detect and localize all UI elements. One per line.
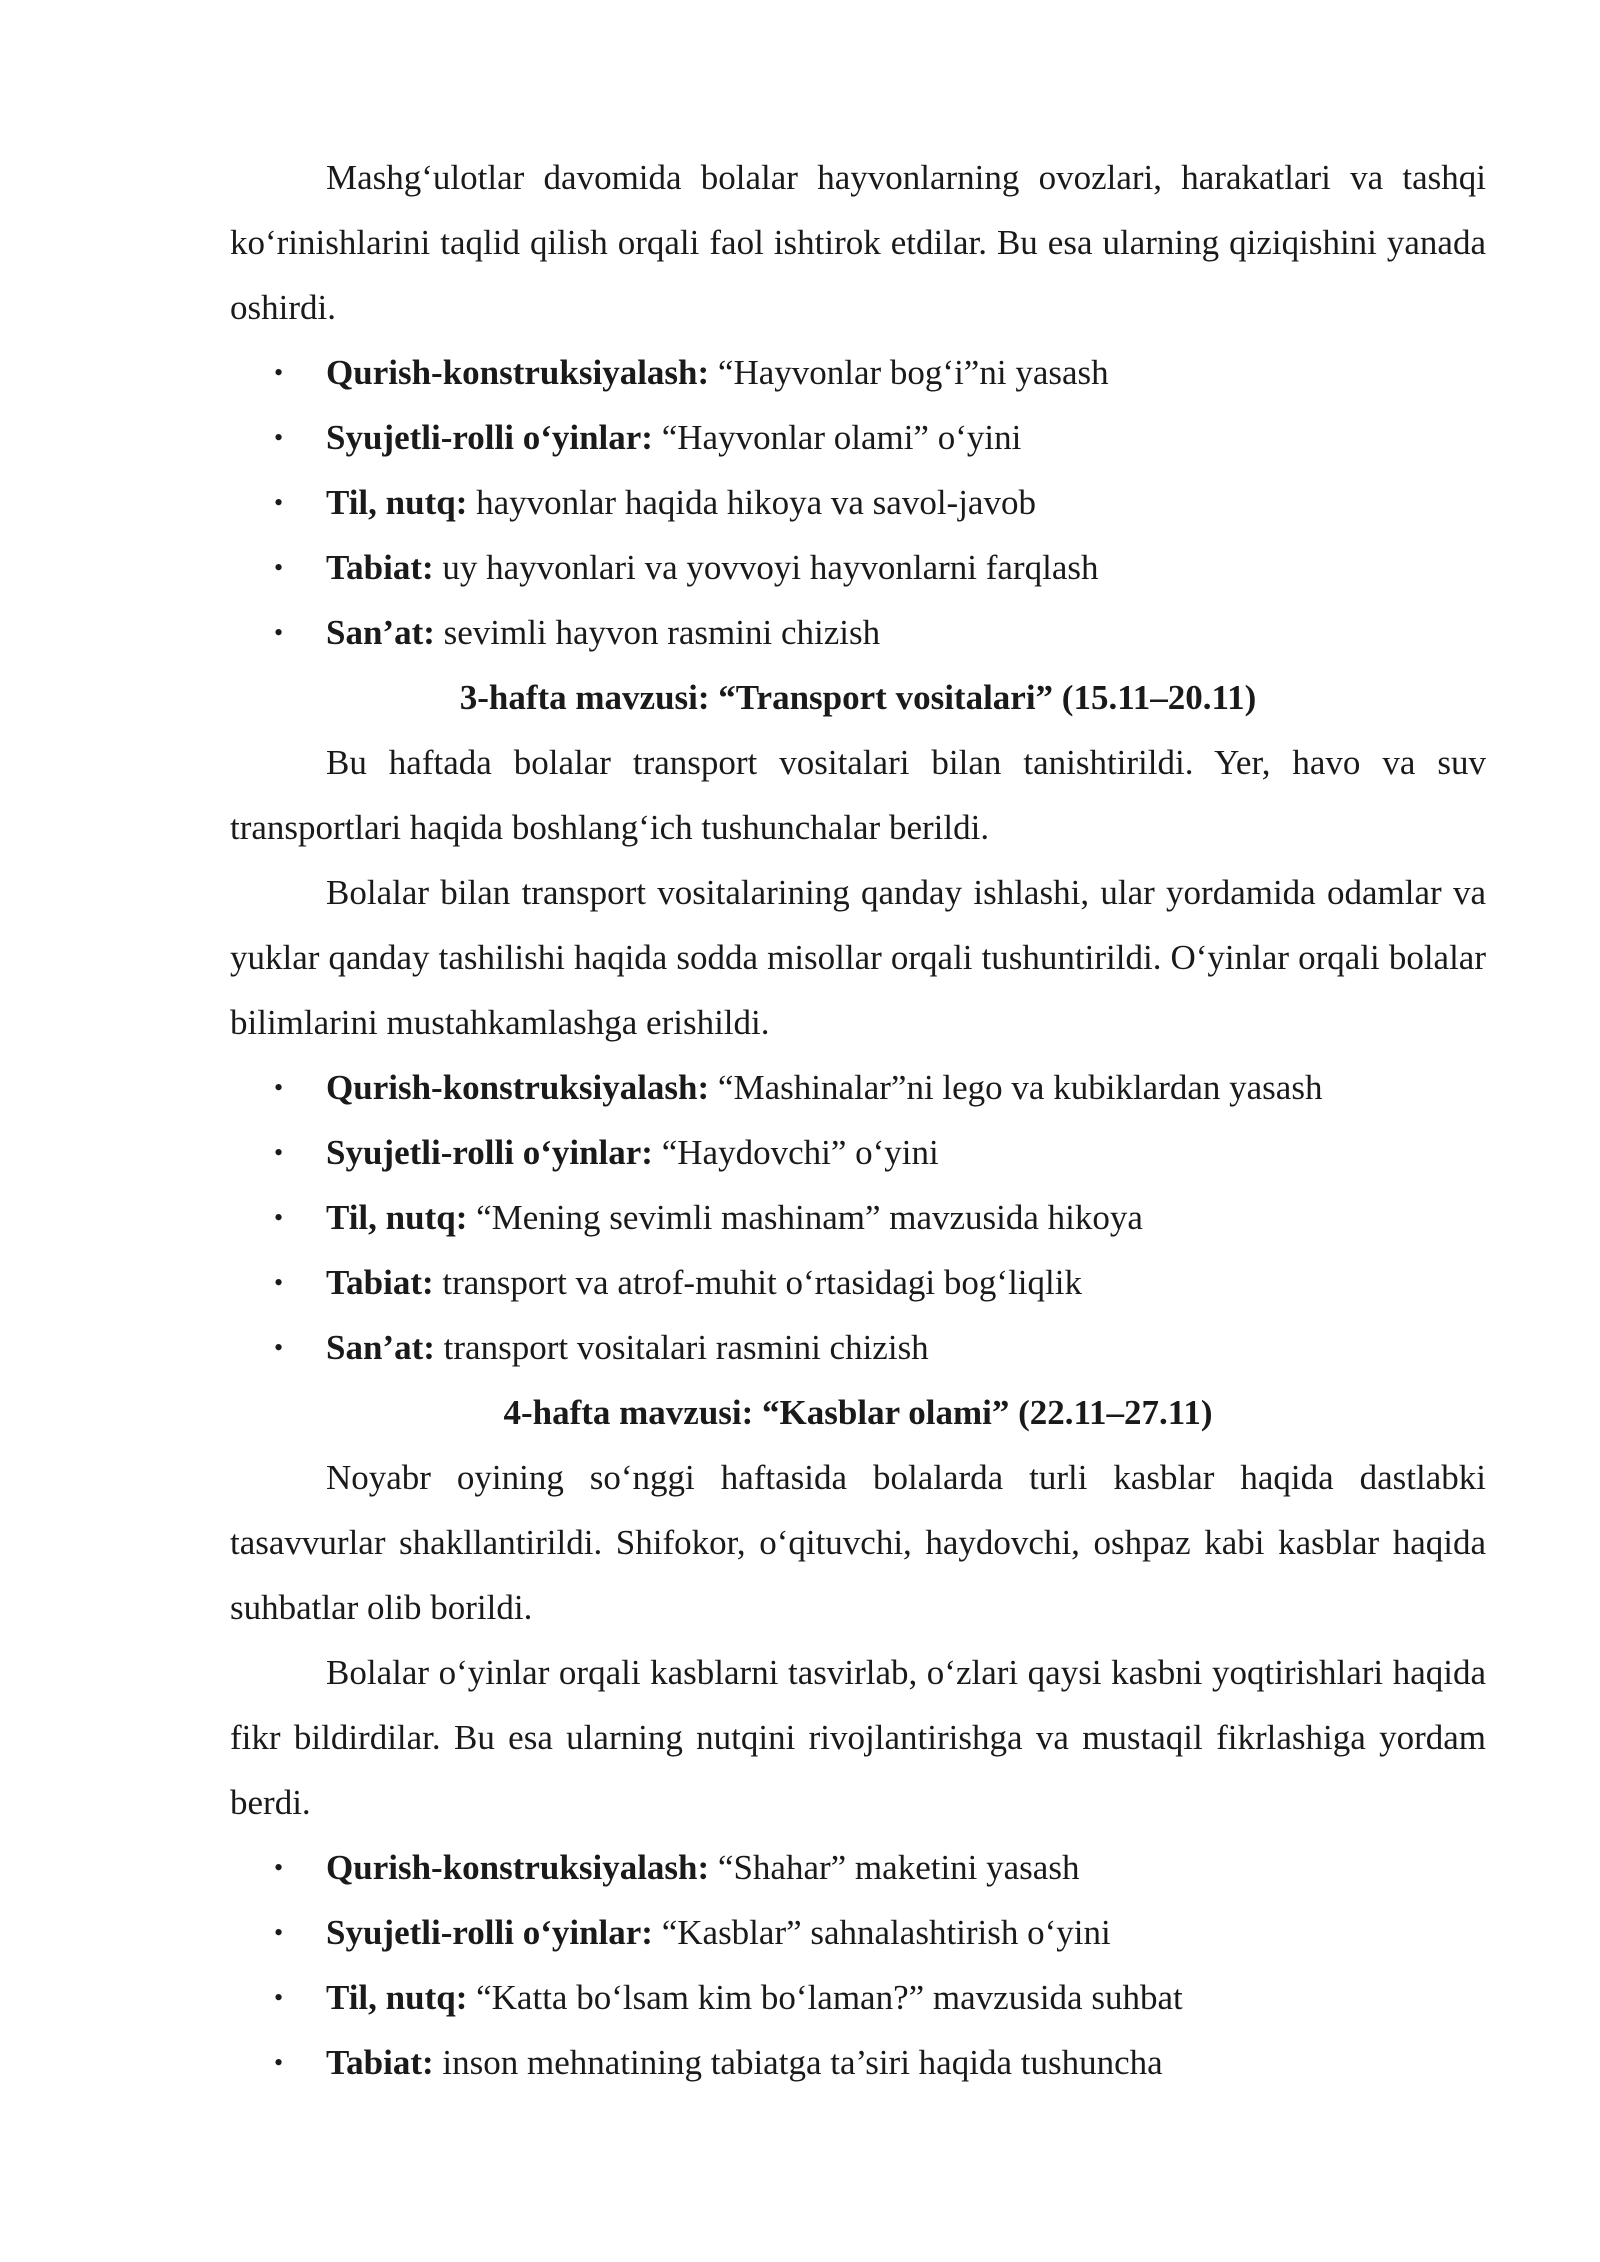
bullet-icon: • <box>274 1983 284 2012</box>
list-item-term: Tabiat: <box>326 548 434 587</box>
bullet-icon: • <box>274 488 284 517</box>
list-item-text: hayvonlar haqida hikoya va savol-javob <box>467 483 1036 522</box>
document-page <box>230 145 1486 2095</box>
intro-bullet-list <box>230 340 1486 665</box>
week3-paragraph-2: Bolalar bilan transport vositalarining qanday ishlashi, ular yordamida odamlar va yuklar qanday tashilishi haqida sodda misollar orqali tushuntirildi. O‘yinlar orqali bolalar bilimlarini mustahkamlashga erishildi. <box>230 873 1486 1042</box>
list-item-term: Qurish-konstruksiyalash: <box>326 1068 710 1107</box>
list-item-text: “Mashinalar”ni lego va kubiklardan yasash <box>709 1068 1323 1107</box>
list-item-term: Qurish-konstruksiyalash: <box>326 353 710 392</box>
list-item-text: “Shahar” maketini yasash <box>709 1848 1080 1887</box>
bullet-icon: • <box>274 1918 284 1947</box>
list-item <box>230 1185 1486 1250</box>
list-item <box>230 1900 1486 1965</box>
bullet-icon: • <box>274 1268 284 1297</box>
week3-bullet-list <box>230 1055 1486 1380</box>
list-item-text: inson mehnatining tabiatga ta’siri haqida tushuncha <box>433 2043 1163 2082</box>
list-item <box>230 1315 1486 1380</box>
bullet-icon: • <box>274 423 284 452</box>
list-item-text: “Haydovchi” o‘yini <box>652 1133 939 1172</box>
list-item-text: sevimli hayvon rasmini chizish <box>434 613 881 652</box>
bullet-icon: • <box>274 618 284 647</box>
list-item <box>230 1055 1486 1120</box>
list-item <box>230 470 1486 535</box>
list-item-term: Tabiat: <box>326 2043 434 2082</box>
list-item <box>230 1965 1486 2030</box>
week4-bullet-list <box>230 1835 1486 2095</box>
bullet-icon: • <box>274 1138 284 1167</box>
bullet-icon: • <box>274 1333 284 1362</box>
list-item-text: transport vositalari rasmini chizish <box>434 1328 929 1367</box>
list-item-text: “Hayvonlar olami” o‘yini <box>652 418 1022 457</box>
list-item-term: Tabiat: <box>326 1263 434 1302</box>
list-item-text: uy hayvonlari va yovvoyi hayvonlarni farqlash <box>433 548 1099 587</box>
list-item-term: Til, nutq: <box>326 483 468 522</box>
list-item <box>230 2030 1486 2095</box>
list-item-text: “Mening sevimli mashinam” mavzusida hikoya <box>467 1198 1143 1237</box>
week3-heading: 3-hafta mavzusi: “Transport vositalari” (15.11–20.11) <box>459 678 1257 717</box>
list-item <box>230 1120 1486 1185</box>
bullet-icon: • <box>274 1073 284 1102</box>
week4-heading: 4-hafta mavzusi: “Kasblar olami” (22.11–27.11) <box>503 1393 1213 1432</box>
list-item <box>230 600 1486 665</box>
week4-paragraph-1: Noyabr oyining so‘nggi haftasida bolalarda turli kasblar haqida dastlabki tasavvurlar shakllantirildi. Shifokor, o‘qituvchi, haydovchi, oshpaz kabi kasblar haqida suhbatlar olib borildi. <box>230 1458 1486 1627</box>
list-item-term: Til, nutq: <box>326 1198 468 1237</box>
intro-paragraph: Mashg‘ulotlar davomida bolalar hayvonlarning ovozlari, harakatlari va tashqi ko‘rinishlarini taqlid qilish orqali faol ishtirok etdilar. Bu esa ularning qiziqishini yanada oshirdi. <box>230 158 1486 327</box>
list-item <box>230 1250 1486 1315</box>
bullet-icon: • <box>274 553 284 582</box>
list-item-term: Qurish-konstruksiyalash: <box>326 1848 710 1887</box>
list-item <box>230 535 1486 600</box>
list-item-term: San’at: <box>326 1328 435 1367</box>
list-item-term: Syujetli-rolli o‘yinlar: <box>326 418 653 457</box>
list-item-term: Til, nutq: <box>326 1978 468 2017</box>
bullet-icon: • <box>274 2048 284 2077</box>
list-item-text: “Kasblar” sahnalashtirish o‘yini <box>652 1913 1111 1952</box>
list-item <box>230 1835 1486 1900</box>
week4-paragraph-2: Bolalar o‘yinlar orqali kasblarni tasvirlab, o‘zlari qaysi kasbni yoqtirishlari haqida fikr bildirdilar. Bu esa ularning nutqini rivojlantirishga va mustaqil fikrlashiga yordam berdi. <box>230 1653 1486 1822</box>
week3-paragraph-1: Bu haftada bolalar transport vositalari bilan tanishtirildi. Yer, havo va suv transportlari haqida boshlang‘ich tushunchalar berildi. <box>230 743 1486 847</box>
bullet-icon: • <box>274 1853 284 1882</box>
list-item-text: “Hayvonlar bog‘i”ni yasash <box>709 353 1109 392</box>
bullet-icon: • <box>274 358 284 387</box>
list-item <box>230 405 1486 470</box>
list-item-term: San’at: <box>326 613 435 652</box>
list-item-text: transport va atrof-muhit o‘rtasidagi bog‘liqlik <box>433 1263 1082 1302</box>
list-item-term: Syujetli-rolli o‘yinlar: <box>326 1133 653 1172</box>
list-item-text: “Katta bo‘lsam kim bo‘laman?” mavzusida suhbat <box>467 1978 1183 2017</box>
list-item-term: Syujetli-rolli o‘yinlar: <box>326 1913 653 1952</box>
bullet-icon: • <box>274 1203 284 1232</box>
list-item <box>230 340 1486 405</box>
